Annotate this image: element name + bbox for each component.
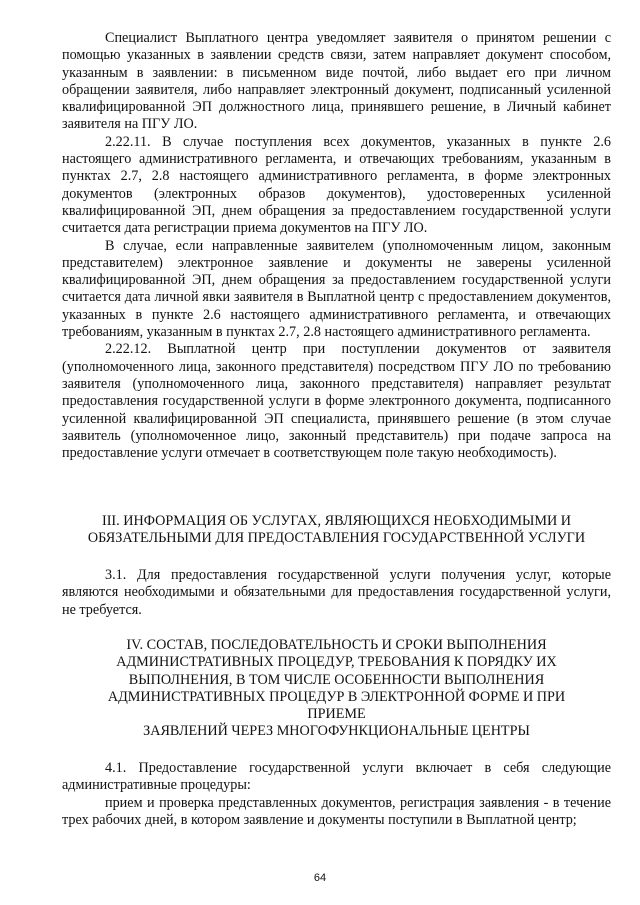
section-3-body	[62, 567, 611, 619]
section-4-heading-line: АДМИНИСТРАТИВНЫХ ПРОЦЕДУР, ТРЕБОВАНИЯ К ПОРЯДКУ ИХ	[116, 654, 557, 671]
top-paragraphs	[62, 30, 611, 462]
paragraph-4-1: 4.1. Предоставление государственной услуги включает в себя следующие административные процедуры:	[62, 760, 611, 794]
paragraph-non-certified-docs: В случае, если направленные заявителем (уполномоченным лицом, законным представителем) электронное заявление и документы не заверены усиленной квалифицированной ЭП, днем обращения за предоставлением государственной услуги считается дата личной явки заявителя в Выплатной центр с предоставлением документов, указанных в пункте 2.6 настоящего административного регламента, и отвечающих требованиям, указанным в пунктах 2.7, 2.8 настоящего административного регламента.	[62, 237, 611, 341]
section-4-heading-line: ПРИЕМЕ	[307, 706, 366, 723]
paragraph-notification: Специалист Выплатного центра уведомляет заявителя о принятом решении с помощью указанных в заявлении средств связи, затем направляет документ способом, указанным в заявлении: в письменном виде почтой, либо выдает его при личном обращении заявителя, либо направляет электронный документ, подписанный усиленной квалифицированной ЭП должностного лица, принявшего решение, в Личный кабинет заявителя на ПГУ ЛО.	[62, 30, 611, 133]
section-4-heading-block	[62, 637, 611, 741]
section-3-heading: III. ИНФОРМАЦИЯ ОБ УСЛУГАХ, ЯВЛЯЮЩИХСЯ НЕОБХОДИМЫМИ И ОБЯЗАТЕЛЬНЫМИ ДЛЯ ПРЕДОСТАВЛЕНИЯ ГОСУДАРСТВЕННОЙ УСЛУГИ	[87, 513, 586, 547]
paragraph-3-1: 3.1. Для предоставления государственной услуги получения услуг, которые являются необходимыми и обязательными для предоставления государственной услуги, не требуется.	[62, 567, 611, 618]
section-4-body	[62, 760, 611, 829]
section-3-heading-block	[62, 513, 611, 548]
paragraph-reception-procedure: прием и проверка представленных документов, регистрация заявления - в течение трех рабочих дней, в котором заявление и документы поступили в Выплатной центр;	[62, 794, 611, 828]
section-4-heading-line: ВЫПОЛНЕНИЯ, В ТОМ ЧИСЛЕ ОСОБЕННОСТИ ВЫПОЛНЕНИЯ	[128, 671, 545, 688]
section-4-heading-line: ЗАЯВЛЕНИЙ ЧЕРЕЗ МНОГОФУНКЦИОНАЛЬНЫЕ ЦЕНТРЫ	[143, 723, 530, 740]
paragraph-2-22-11: 2.22.11. В случае поступления всех документов, указанных в пункте 2.6 настоящего административного регламента, и отвечающих требованиям, указанным в пунктах 2.7, 2.8 настоящего административного регламента, в форме электронных документов (электронных образов документов), удостоверенных усиленной квалифицированной ЭП, днем обращения за предоставлением государственной услуги считается дата регистрации приема документов на ПГУ ЛО.	[62, 133, 611, 237]
page-number: 64	[313, 872, 327, 884]
paragraph-2-22-12: 2.22.12. Выплатной центр при поступлении документов от заявителя (уполномоченного лица, законного представителя) посредством ПГУ ЛО по требованию заявителя (уполномоченного лица, законного представителя) направляет результат предоставления государственной услуги в форме электронного документа, подписанного усиленной квалифицированной ЭП специалиста, принявшего решение (в этом случае заявитель (уполномоченное лицо, законный представитель) при подаче запроса на предоставление услуги отмечает в соответствующем поле такую необходимость).	[62, 341, 611, 462]
section-4-heading-line: АДМИНИСТРАТИВНЫХ ПРОЦЕДУР В ЭЛЕКТРОННОЙ ФОРМЕ И ПРИ	[107, 688, 566, 705]
section-4-heading-line: IV. СОСТАВ, ПОСЛЕДОВАТЕЛЬНОСТЬ И СРОКИ ВЫПОЛНЕНИЯ	[126, 637, 547, 653]
